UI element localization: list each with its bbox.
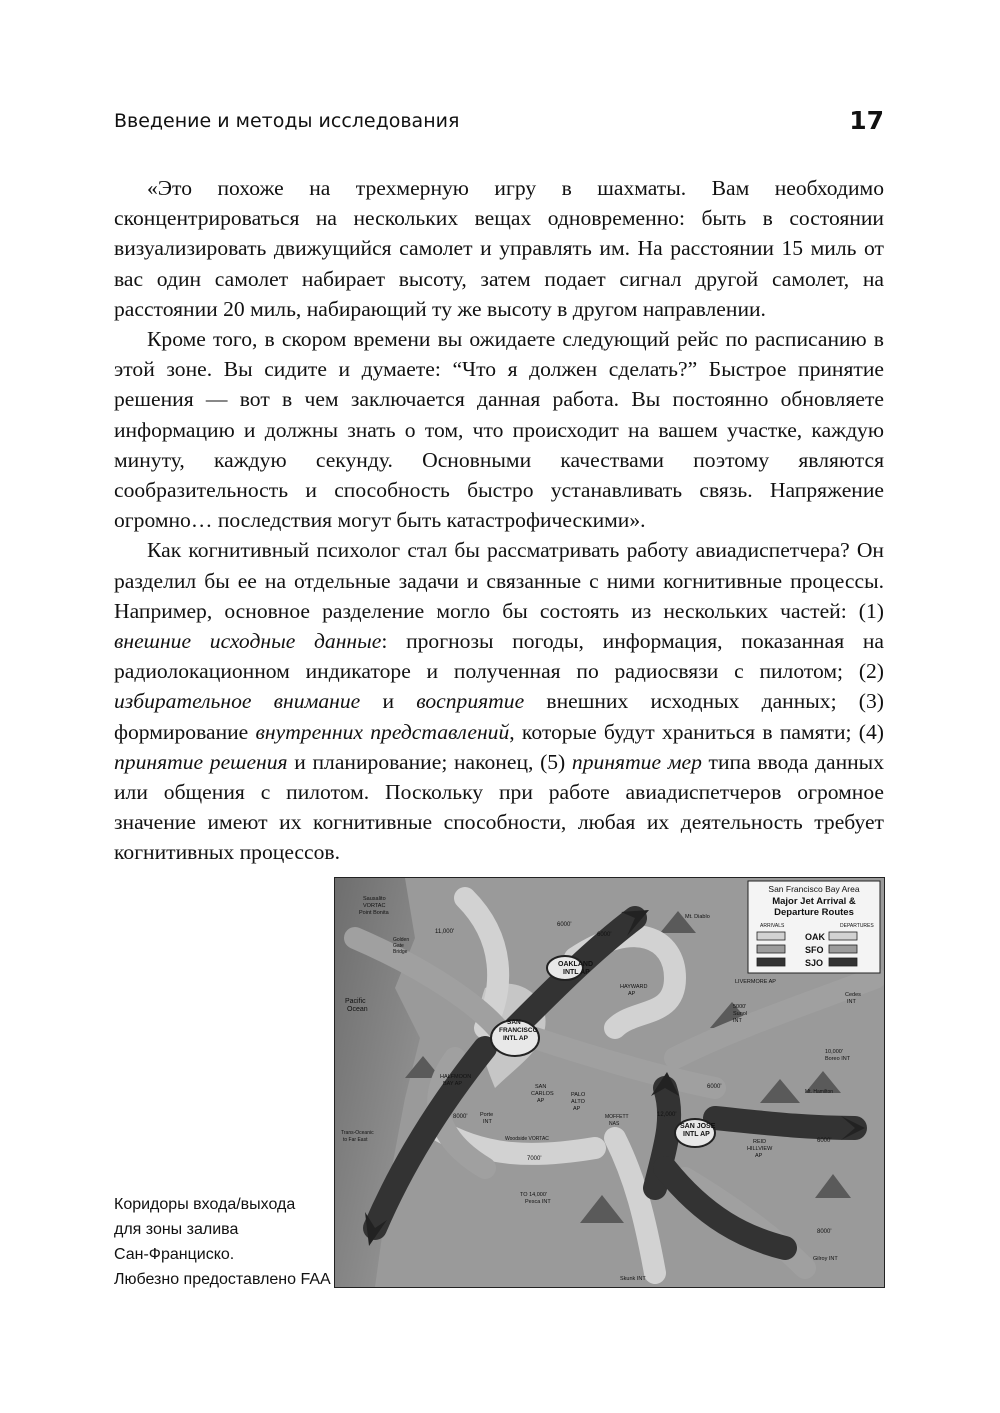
map-label-sausalito: Point Bonita: [359, 910, 389, 916]
map-label-sfo: FRANCISCO: [499, 1027, 538, 1034]
map-label-boreo: Boreo INT: [825, 1056, 851, 1062]
map-label-hayward: HAYWARD: [620, 984, 648, 990]
map-label-skunk: Skunk INT: [620, 1276, 646, 1282]
map-label-san-carlos: CARLOS: [531, 1091, 554, 1097]
caption-line: для зоны залива: [114, 1221, 239, 1238]
map-label-sfo: SAN: [507, 1019, 521, 1026]
map-label-oakland: INTL AP: [563, 969, 590, 976]
text-run: : прогнозы погоды, информация, показанная на радиолокационном индикаторе и полученная по радиосвязи с пилотом; (2): [114, 629, 884, 684]
legend-departures: DEPARTURES: [840, 923, 874, 929]
map-label-sfo: INTL AP: [503, 1035, 528, 1042]
map-label-cedes: INT: [847, 999, 856, 1005]
map-label-moffett: NAS: [609, 1121, 620, 1127]
map-label-oakland: OAKLAND: [558, 961, 593, 968]
altitude-label: 6000': [597, 932, 612, 938]
map-label-sunol: INT: [733, 1018, 742, 1024]
text-run: Как когнитивный психолог стал бы рассматривать работу авиадиспетчера? Он разделил бы ее на отдельные задачи и связанные с ними когнитивные процессы. Например, основное разделение могло бы состоять из нескольких частей: (1): [114, 538, 884, 623]
map-label-san-carlos: AP: [537, 1098, 545, 1104]
caption-line: Коридоры входа/выхода: [114, 1196, 296, 1213]
altitude-label: 6000': [557, 922, 572, 928]
altitude-label: Pesca INT: [525, 1199, 551, 1205]
map-label-sunol: Sunol: [733, 1011, 748, 1017]
altitude-label: 11,000': [435, 929, 455, 935]
altitude-label: 7000': [527, 1156, 542, 1162]
map-label-golden-gate: Golden: [393, 937, 410, 943]
map-label-sausalito: Sausalito: [363, 896, 386, 902]
map-label-reid: AP: [755, 1153, 763, 1159]
map-label-sausalito: VORTAC: [363, 903, 386, 909]
paragraph-quote-1: «Это похоже на трехмерную игру в шахматы. Вам необходимо сконцентрироваться на нескольких вещах одновременно: быть в состоянии визуализировать движущийся самолет и управлять им. На расстоянии 15 миль от вас один самолет набирает высоту, затем подает сигнал другой самолет, на расстоянии 20 миль, набирающий ту же высоту в другом направлении.: [114, 176, 884, 321]
text-run: и: [360, 689, 417, 714]
map-label-moffett: MOFFETT: [605, 1114, 629, 1120]
text-run: , которые будут храниться в памяти; (4): [509, 719, 884, 744]
map-label-mt-diablo: Mt. Diablo: [685, 914, 710, 920]
running-header: [114, 106, 884, 136]
caption-line: Сан-Франциско.: [114, 1246, 235, 1263]
legend-sfo: SFO: [805, 945, 824, 955]
caption-line: Любезно предоставлено FAA: [114, 1271, 331, 1288]
altitude-label: 8000': [817, 1229, 832, 1235]
legend-title: Major Jet Arrival &: [772, 896, 856, 907]
map-label-pacific: Ocean: [347, 1006, 368, 1013]
altitude-label: 12,000': [657, 1112, 677, 1118]
map-label-gilroy: Gilroy INT: [813, 1256, 838, 1262]
altitude-label: TO 14,000': [520, 1192, 547, 1198]
emphasis-decision-making: принятие решения: [114, 749, 288, 774]
paragraph-cognitive-analysis: [114, 535, 884, 867]
altitude-label: 8000': [453, 1114, 468, 1120]
altitude-label: 6000': [707, 1084, 722, 1090]
map-label-cedes: Cedes: [845, 992, 861, 998]
map-label-sanjose: INTL AP: [683, 1131, 710, 1138]
map-label-livermore: LIVERMORE AP: [735, 979, 776, 985]
map-legend: [748, 881, 880, 973]
page-number: 17: [849, 106, 884, 135]
running-title: Введение и методы исследования: [114, 110, 460, 132]
map-label-palo-alto: PALO: [571, 1092, 586, 1098]
map-label-reid: REID: [753, 1139, 767, 1145]
map-label-halfmoon: BAY AP: [443, 1081, 463, 1087]
map-svg: [335, 878, 884, 1287]
map-label-reid: HILLVIEW: [747, 1146, 773, 1152]
map-label-transoceanic: Trans-Oceanic: [341, 1130, 374, 1136]
emphasis-taking-action: принятие мер: [571, 749, 702, 774]
figure-caption: [114, 1192, 331, 1292]
map-label-palo-alto: ALTO: [571, 1099, 585, 1105]
map-label-boreo: 10,000': [825, 1049, 843, 1055]
legend-oak: OAK: [805, 932, 825, 942]
map-label-porte: Porte: [480, 1112, 494, 1118]
map-label-pacific: Pacific: [345, 998, 366, 1005]
legend-title: San Francisco Bay Area: [768, 884, 860, 894]
text-run: и планирование; наконец, (5): [287, 749, 572, 774]
legend-sjo: SJO: [805, 958, 824, 968]
paragraph-quote-2: Кроме того, в скором времени вы ожидаете следующий рейс по расписанию в этой зоне. Вы сидите и думаете: “Что я должен сделать?” Быстрое принятие решения — вот в чем заключается данная работа. Вы постоянно обновляете информацию и должны знать о том, что происходит на вашем участке, каждую минуту, каждую секунду. Основными качествами поэтому являются сообразительность и способность быстро устанавливать связь. Напряжение огромно… последствия могут быть катастрофическими».: [114, 327, 884, 533]
map-label-san-carlos: SAN: [535, 1084, 547, 1090]
map-label-golden-gate: Bridge: [393, 949, 408, 955]
map-label-transoceanic: to Far East: [343, 1137, 368, 1143]
text-run: внешних исходных данных; (3) формирование: [114, 689, 884, 744]
emphasis-selective-attention: избирательное внимание: [114, 689, 361, 714]
jet-routes-map: [334, 877, 885, 1288]
map-label-porte: INT: [483, 1119, 492, 1125]
map-label-halfmoon: HALFMOON: [440, 1074, 472, 1080]
emphasis-external-input: внешние исходные данные: [114, 629, 382, 654]
map-label-hayward: AP: [628, 991, 636, 997]
emphasis-internal-representations: внутренних представлений: [255, 719, 510, 744]
body-text: [114, 173, 884, 868]
legend-arrivals: ARRIVALS: [760, 923, 785, 929]
map-label-palo-alto: AP: [573, 1106, 581, 1112]
text-run: типа ввода данных или общения с пилотом. Поскольку при работе авиадиспетчеров огромное значение имеют их когнитивные способности, любая их деятельность требует когнитивных процессов.: [114, 749, 884, 865]
map-label-mt-hamilton: Mt. Hamilton: [805, 1089, 834, 1095]
map-label-woodside: Woodside VORTAC: [505, 1136, 549, 1142]
map-label-sanjose: SAN JOSE: [680, 1123, 716, 1130]
emphasis-perception: восприятие: [416, 689, 525, 714]
map-label-sunol: 5000': [733, 1004, 747, 1010]
map-label-golden-gate: Gate: [393, 943, 404, 949]
altitude-label: 6000': [817, 1138, 832, 1144]
legend-title: Departure Routes: [774, 907, 854, 918]
